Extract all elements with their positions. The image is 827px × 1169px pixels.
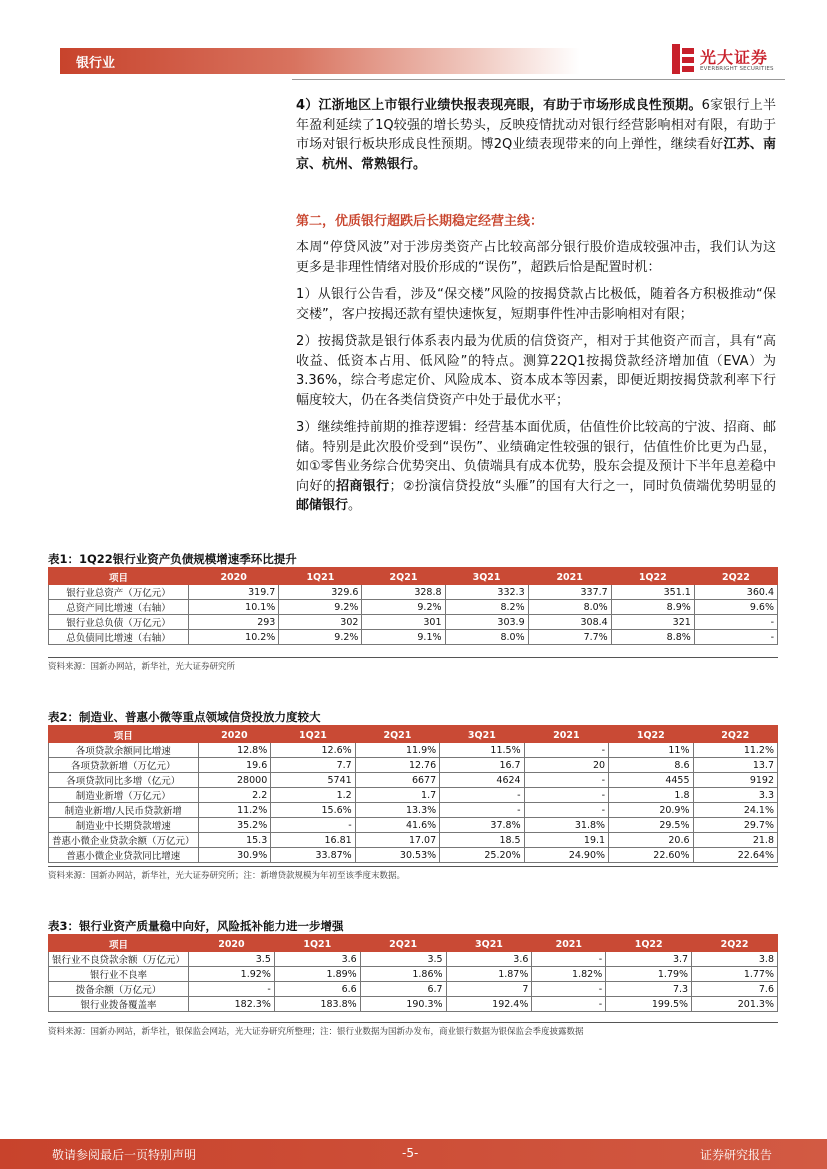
table-cell: 11.2% xyxy=(198,803,271,818)
footer-disclaimer: 敬请参阅最后一页特别声明 xyxy=(52,1148,197,1162)
table-cell: 3.6 xyxy=(446,952,532,967)
table-cell: 328.8 xyxy=(362,585,445,600)
table-cell: 41.6% xyxy=(355,818,439,833)
table-row xyxy=(49,803,778,818)
table-header-row xyxy=(49,937,778,952)
table-cell: 13.7 xyxy=(693,758,777,773)
table-cell: 3.5 xyxy=(360,952,446,967)
table-cell: 11.5% xyxy=(440,743,524,758)
table-cell: 9.2% xyxy=(362,600,445,615)
table-cell: - xyxy=(532,997,606,1012)
table-cell: 3.6 xyxy=(274,952,360,967)
table-cell: - xyxy=(189,982,275,997)
table-cell: 28000 xyxy=(198,773,271,788)
page-number: -5- xyxy=(402,1146,419,1160)
table-cell: 30.53% xyxy=(355,848,439,863)
column-header: 2Q22 xyxy=(693,728,777,743)
table-cell: - xyxy=(524,803,608,818)
table-cell: 7 xyxy=(446,982,532,997)
table-cell: 1.82% xyxy=(532,967,606,982)
table-3-title: 表3：银行业资产质量稳中向好，风险抵补能力进一步增强 xyxy=(48,919,344,933)
table-cell: 2.2 xyxy=(198,788,271,803)
table-cell: 15.6% xyxy=(271,803,355,818)
table-cell: 192.4% xyxy=(446,997,532,1012)
table-cell: 303.9 xyxy=(445,615,528,630)
table-cell: 3.3 xyxy=(693,788,777,803)
row-label: 各项贷款同比多增（亿元） xyxy=(49,773,199,788)
table-cell: 1.87% xyxy=(446,967,532,982)
table-cell: 33.87% xyxy=(271,848,355,863)
table-row xyxy=(49,833,778,848)
row-label: 制造业新增/人民币贷款新增 xyxy=(49,803,199,818)
table-cell: 16.7 xyxy=(440,758,524,773)
table-cell: 4455 xyxy=(609,773,693,788)
table-cell: 3.8 xyxy=(692,952,778,967)
table-cell: 360.4 xyxy=(694,585,777,600)
table-cell: 308.4 xyxy=(528,615,611,630)
row-label: 总资产同比增速（右轴） xyxy=(49,600,189,615)
table-cell: 31.8% xyxy=(524,818,608,833)
point-2-paragraph: 2）按揭贷款是银行体系表内最为优质的信贷资产，相对于其他资产而言，具有“高收益、低资本占用、低风险”的特点。测算22Q1按揭贷款经济增加值（EVA）为3.36%，综合考虑定价、风险成本、资本成本等因素，即便近期按揭贷款利率下行幅度较大，仍在各类信贷资产中处于最优水平； xyxy=(296,334,776,408)
table-cell: 15.3 xyxy=(198,833,271,848)
table-header-row xyxy=(49,570,778,585)
table-cell: 30.9% xyxy=(198,848,271,863)
table-cell: 1.92% xyxy=(189,967,275,982)
table-cell: 7.7% xyxy=(528,630,611,645)
table-cell: 16.81 xyxy=(271,833,355,848)
table-1-bottom-rule xyxy=(48,657,778,658)
header-band xyxy=(60,48,580,74)
table-cell: - xyxy=(440,788,524,803)
table-cell: 6.7 xyxy=(360,982,446,997)
table-cell: - xyxy=(524,743,608,758)
table-cell: 22.64% xyxy=(693,848,777,863)
section-heading: 第二，优质银行超跌后长期稳定经营主线： xyxy=(296,214,544,229)
table-cell: 3.7 xyxy=(606,952,692,967)
company-logo xyxy=(672,44,792,78)
table-cell: 319.7 xyxy=(189,585,279,600)
table-cell: 329.6 xyxy=(279,585,362,600)
table-cell: 6677 xyxy=(355,773,439,788)
table-row xyxy=(49,788,778,803)
table-cell: 12.8% xyxy=(198,743,271,758)
table-cell: 24.1% xyxy=(693,803,777,818)
table-cell: 7.3 xyxy=(606,982,692,997)
column-header: 3Q21 xyxy=(445,570,528,585)
point-3-text-a: 3）继续维持前期的推荐逻辑：经营基本面优质，估值性价比较高的宁波、招商、邮储。特别是此次股价受到“误伤”、业绩确定性较强的银行，估值性价比更为凸显，如①零售业务综合优势突出、负债端具有成本优势，股东会提及预计下半年息差稳中向好的 xyxy=(296,420,776,494)
table-cell: 8.0% xyxy=(528,600,611,615)
table-cell: 8.6 xyxy=(609,758,693,773)
table-cell: 1.7 xyxy=(355,788,439,803)
table-cell: 8.0% xyxy=(445,630,528,645)
table-cell: 9.6% xyxy=(694,600,777,615)
table-cell: 321 xyxy=(611,615,694,630)
table-cell: 351.1 xyxy=(611,585,694,600)
table-cell: 1.8 xyxy=(609,788,693,803)
table-2-title: 表2：制造业、普惠小微等重点领域信贷投放力度较大 xyxy=(48,710,321,724)
column-header: 项目 xyxy=(49,937,189,952)
table-cell: - xyxy=(532,952,606,967)
table-row xyxy=(49,952,778,967)
table-cell: 5741 xyxy=(271,773,355,788)
table-cell: - xyxy=(524,773,608,788)
table-cell: - xyxy=(694,630,777,645)
table-cell: 9.2% xyxy=(279,630,362,645)
table-row xyxy=(49,982,778,997)
table-cell: - xyxy=(694,615,777,630)
column-header: 1Q22 xyxy=(606,937,692,952)
table-3 xyxy=(48,936,778,1012)
column-header: 2Q21 xyxy=(355,728,439,743)
point-3-text-d: 。 xyxy=(348,498,362,513)
table-row xyxy=(49,585,778,600)
column-header: 2Q21 xyxy=(362,570,445,585)
column-header: 2020 xyxy=(189,570,279,585)
row-label: 银行业总负债（万亿元） xyxy=(49,615,189,630)
table-cell: 24.90% xyxy=(524,848,608,863)
row-label: 制造业新增（万亿元） xyxy=(49,788,199,803)
table-1 xyxy=(48,569,778,645)
table-cell: 7.7 xyxy=(271,758,355,773)
paragraph-4-lead: 4）江浙地区上市银行业绩快报表现亮眼，有助于市场形成良性预期。 xyxy=(296,98,702,113)
table-cell: 35.2% xyxy=(198,818,271,833)
table-cell: 7.6 xyxy=(692,982,778,997)
point-3-bank-2: 邮储银行 xyxy=(296,498,349,513)
table-cell: 20.6 xyxy=(609,833,693,848)
table-cell: 13.3% xyxy=(355,803,439,818)
table-cell: 332.3 xyxy=(445,585,528,600)
column-header: 2021 xyxy=(528,570,611,585)
row-label: 普惠小微企业贷款同比增速 xyxy=(49,848,199,863)
table-cell: 183.8% xyxy=(274,997,360,1012)
table-cell: 9.2% xyxy=(279,600,362,615)
table-cell: 1.2 xyxy=(271,788,355,803)
table-cell: 1.79% xyxy=(606,967,692,982)
table-cell: 6.6 xyxy=(274,982,360,997)
row-label: 普惠小微企业贷款余额（万亿元） xyxy=(49,833,199,848)
table-cell: 1.89% xyxy=(274,967,360,982)
table-cell: 12.76 xyxy=(355,758,439,773)
table-cell: - xyxy=(524,788,608,803)
table-cell: 17.07 xyxy=(355,833,439,848)
table-3-bottom-rule xyxy=(48,1022,778,1023)
header-rule xyxy=(292,79,785,80)
table-cell: - xyxy=(271,818,355,833)
report-type: 证券研究报告 xyxy=(700,1148,773,1162)
table-cell: 11.2% xyxy=(693,743,777,758)
table-cell: 19.6 xyxy=(198,758,271,773)
table-header-row xyxy=(49,728,778,743)
table-cell: - xyxy=(532,982,606,997)
table-cell: 10.1% xyxy=(189,600,279,615)
column-header: 3Q21 xyxy=(446,937,532,952)
table-cell: 21.8 xyxy=(693,833,777,848)
row-label: 银行业不良贷款余额（万亿元） xyxy=(49,952,189,967)
row-label: 制造业中长期贷款增速 xyxy=(49,818,199,833)
table-2-bottom-rule xyxy=(48,866,778,867)
column-header: 3Q21 xyxy=(440,728,524,743)
logo-mark-icon xyxy=(672,44,694,74)
table-cell: 20.9% xyxy=(609,803,693,818)
row-label: 各项贷款新增（万亿元） xyxy=(49,758,199,773)
table-cell: 4624 xyxy=(440,773,524,788)
table-row xyxy=(49,630,778,645)
column-header: 2020 xyxy=(198,728,271,743)
table-cell: 293 xyxy=(189,615,279,630)
column-header: 2Q22 xyxy=(694,570,777,585)
column-header: 2Q21 xyxy=(360,937,446,952)
logo-subtext: EVERBRIGHT SECURITIES xyxy=(700,66,774,72)
table-row xyxy=(49,773,778,788)
row-label: 总负债同比增速（右轴） xyxy=(49,630,189,645)
row-label: 各项贷款余额同比增速 xyxy=(49,743,199,758)
table-2-source: 资料来源：国新办网站，新华社，光大证券研究所；注：新增贷款规模为年初至该季度末数据。 xyxy=(48,871,406,881)
table-cell: 302 xyxy=(279,615,362,630)
intro-paragraph: 本周“停贷风波”对于涉房类资产占比较高部分银行股价造成较强冲击，我们认为这更多是非理性情绪对股价形成的“误伤”，超跌后恰是配置时机： xyxy=(296,240,776,275)
table-cell: 1.86% xyxy=(360,967,446,982)
column-header: 2021 xyxy=(524,728,608,743)
paragraph-4 xyxy=(296,96,776,174)
sector-label: 银行业 xyxy=(76,56,116,71)
table-cell: 3.5 xyxy=(189,952,275,967)
table-cell: 190.3% xyxy=(360,997,446,1012)
table-2 xyxy=(48,727,778,863)
table-cell: 19.1 xyxy=(524,833,608,848)
table-cell: 22.60% xyxy=(609,848,693,863)
column-header: 2020 xyxy=(189,937,275,952)
table-cell: 8.2% xyxy=(445,600,528,615)
table-row xyxy=(49,848,778,863)
table-cell: 11% xyxy=(609,743,693,758)
table-cell: 1.77% xyxy=(692,967,778,982)
table-cell: 337.7 xyxy=(528,585,611,600)
table-row xyxy=(49,818,778,833)
paragraph-4-tail: 江苏、南京、杭州、常熟银行。 xyxy=(296,137,776,172)
paragraph-4-text: 6家银行上半年盈利延续了1Q较强的增长势头，反映疫情扰动对银行经营影响相对有限，有助于市场对银行板块形成良性预期。博2Q业绩表现带来的向上弹性，继续看好 xyxy=(296,98,776,152)
table-row xyxy=(49,600,778,615)
table-cell: 29.5% xyxy=(609,818,693,833)
point-3-bank-1: 招商银行 xyxy=(336,478,390,494)
table-row xyxy=(49,743,778,758)
table-cell: 8.8% xyxy=(611,630,694,645)
table-row xyxy=(49,615,778,630)
column-header: 2021 xyxy=(532,937,606,952)
table-cell: 12.6% xyxy=(271,743,355,758)
table-cell: 25.20% xyxy=(440,848,524,863)
row-label: 银行业不良率 xyxy=(49,967,189,982)
table-3-source: 资料来源：国新办网站，新华社，银保监会网站，光大证券研究所整理；注：银行业数据为国新办发布，商业银行数据为银保监会季度披露数据 xyxy=(48,1027,584,1037)
column-header: 1Q21 xyxy=(279,570,362,585)
column-header: 2Q22 xyxy=(692,937,778,952)
table-row xyxy=(49,967,778,982)
column-header: 1Q21 xyxy=(271,728,355,743)
table-cell: 29.7% xyxy=(693,818,777,833)
point-3-paragraph xyxy=(296,418,776,516)
point-1-paragraph: 1）从银行公告看，涉及“保交楼”风险的按揭贷款占比极低，随着各方积极推动“保交楼”，客户按揭还款有望快速恢复，短期事件性冲击影响相对有限； xyxy=(296,287,776,322)
table-cell: 37.8% xyxy=(440,818,524,833)
column-header: 1Q22 xyxy=(611,570,694,585)
table-cell: 199.5% xyxy=(606,997,692,1012)
row-label: 银行业拨备覆盖率 xyxy=(49,997,189,1012)
footer-band xyxy=(0,1139,827,1169)
table-cell: - xyxy=(440,803,524,818)
table-1-title: 表1：1Q22银行业资产负债规模增速季环比提升 xyxy=(48,552,297,566)
table-row xyxy=(49,758,778,773)
table-cell: 8.9% xyxy=(611,600,694,615)
table-cell: 11.9% xyxy=(355,743,439,758)
table-cell: 9192 xyxy=(693,773,777,788)
table-cell: 20 xyxy=(524,758,608,773)
table-cell: 18.5 xyxy=(440,833,524,848)
row-label: 拨备余额（万亿元） xyxy=(49,982,189,997)
table-cell: 201.3% xyxy=(692,997,778,1012)
table-cell: 301 xyxy=(362,615,445,630)
row-label: 银行业总资产（万亿元） xyxy=(49,585,189,600)
column-header: 1Q21 xyxy=(274,937,360,952)
table-row xyxy=(49,997,778,1012)
table-1-source: 资料来源：国新办网站，新华社，光大证券研究所 xyxy=(48,662,236,672)
column-header: 项目 xyxy=(49,570,189,585)
column-header: 1Q22 xyxy=(609,728,693,743)
column-header: 项目 xyxy=(49,728,199,743)
table-cell: 10.2% xyxy=(189,630,279,645)
point-3-text-c: ；②扮演信贷投放“头雁”的国有大行之一，同时负债端优势明显的 xyxy=(389,478,776,494)
table-cell: 9.1% xyxy=(362,630,445,645)
table-cell: 182.3% xyxy=(189,997,275,1012)
logo-text: 光大证券 xyxy=(700,48,769,67)
